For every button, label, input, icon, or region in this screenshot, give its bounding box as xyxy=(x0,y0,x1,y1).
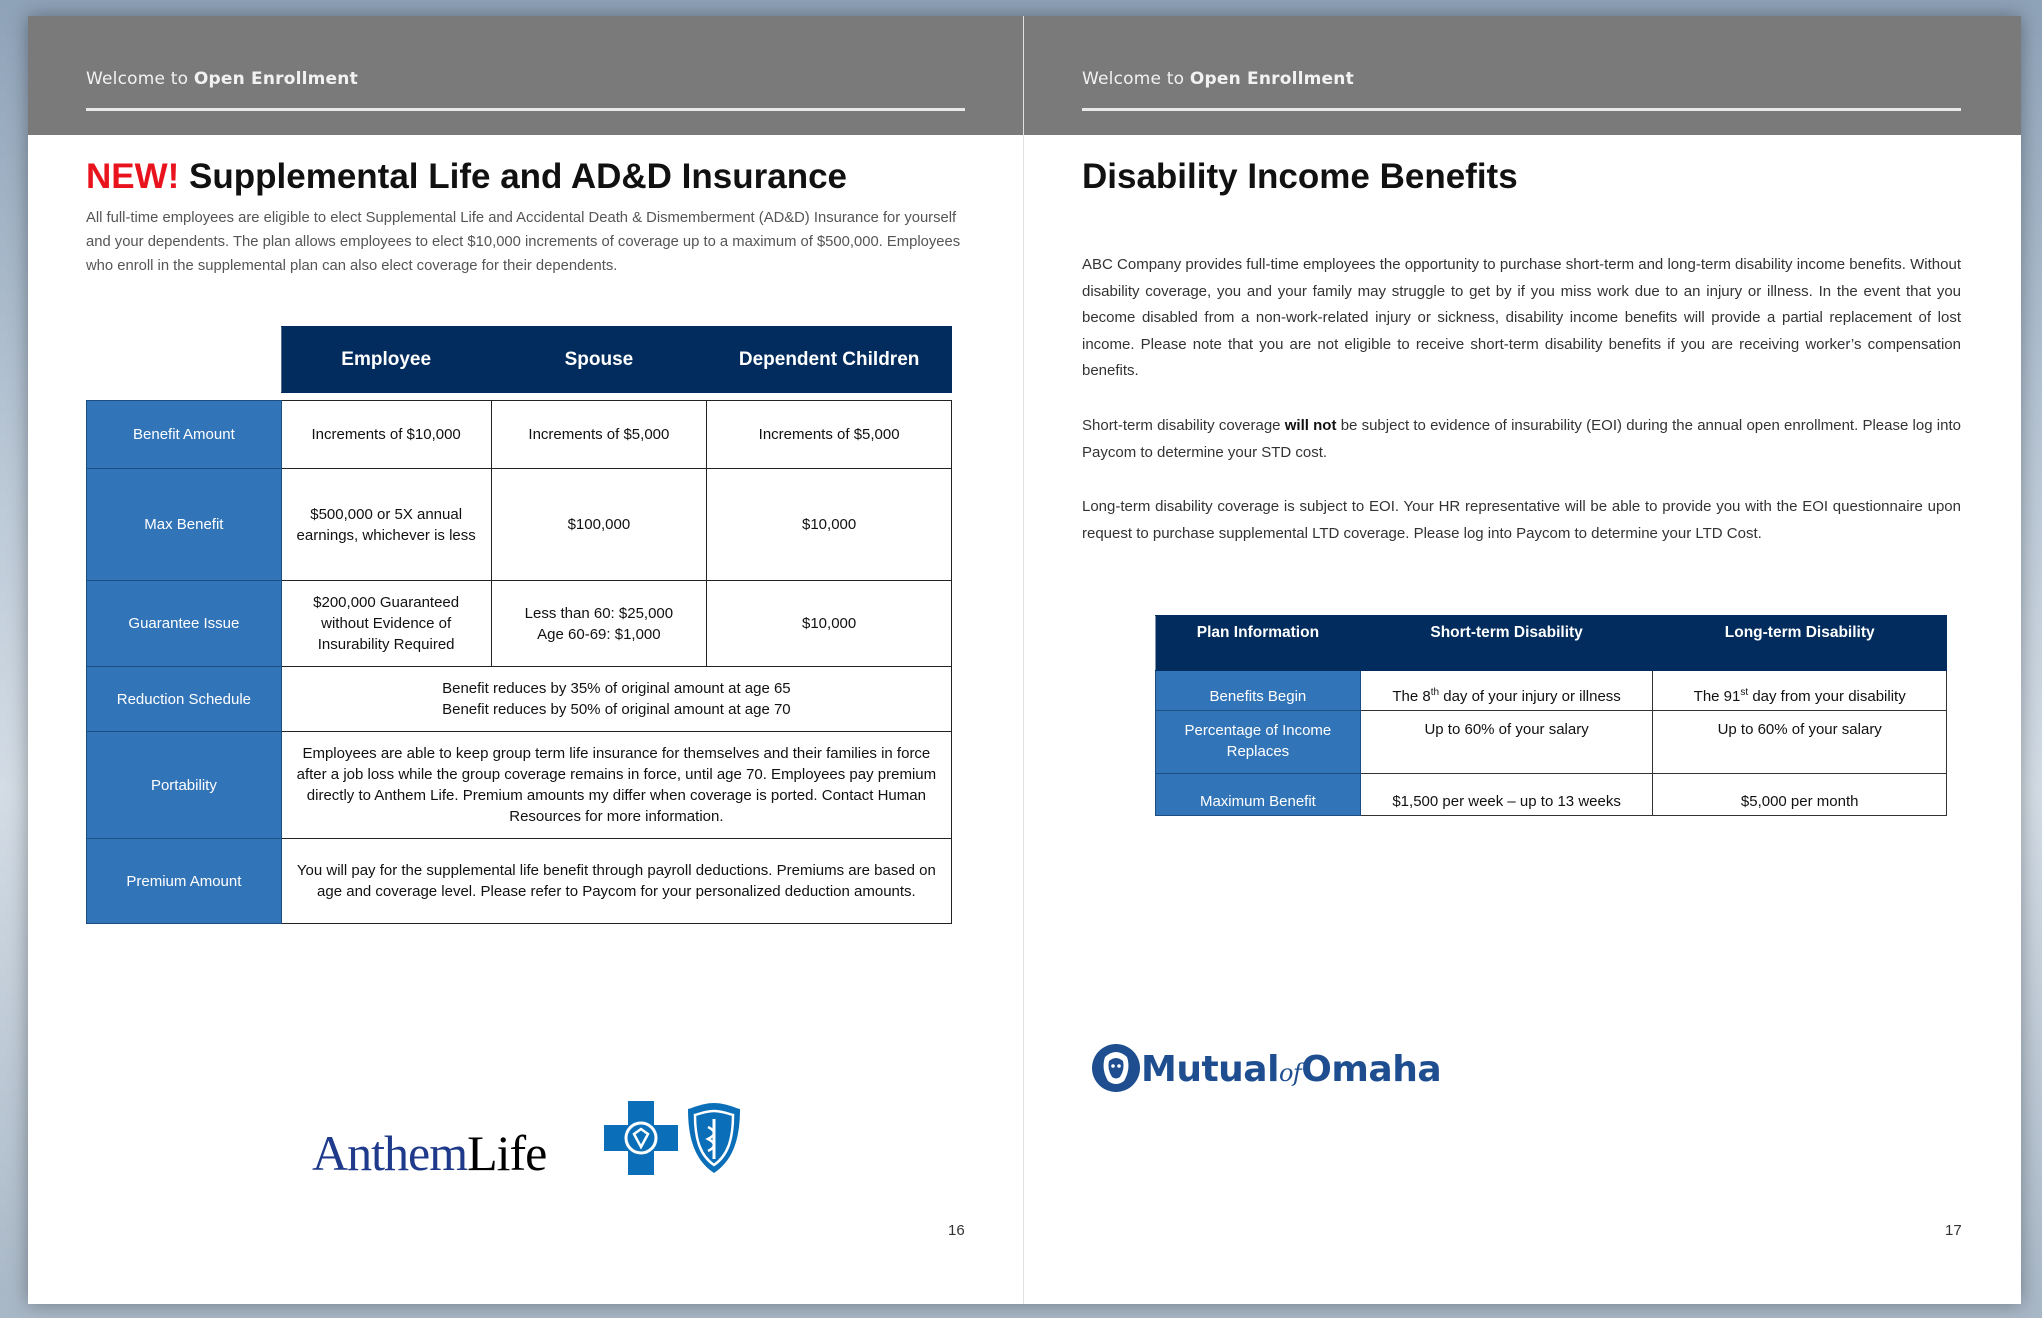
table-cell: $10,000 xyxy=(707,581,952,667)
anthem-life-logo: AnthemLife xyxy=(312,1125,547,1181)
header-text: Welcome to Open Enrollment xyxy=(1082,69,1354,89)
blue-shield-icon xyxy=(686,1101,742,1175)
table-cell: $100,000 xyxy=(491,469,707,581)
header-rule xyxy=(86,108,965,111)
row-label: Max Benefit xyxy=(87,469,282,581)
mutual-of-omaha-logo: MutualofOmaha xyxy=(1141,1049,1442,1090)
table-row xyxy=(87,401,952,469)
column-header-ltd: Long-term Disability xyxy=(1653,616,1947,671)
row-label: Premium Amount xyxy=(87,839,282,924)
column-header-employee: Employee xyxy=(281,327,491,393)
header-rule xyxy=(1082,108,1961,111)
new-label: NEW! xyxy=(86,157,180,196)
table-cell: $200,000 Guaranteed without Evidence of Insurability Required xyxy=(281,581,491,667)
table-cell: Less than 60: $25,000 Age 60-69: $1,000 xyxy=(491,581,707,667)
page-title: Disability Income Benefits xyxy=(1082,157,1518,196)
row-label: Benefits Begin xyxy=(1156,671,1361,711)
column-header-std: Short-term Disability xyxy=(1360,616,1653,671)
row-label: Guarantee Issue xyxy=(87,581,282,667)
table-cell: The 91st day from your disability xyxy=(1653,671,1947,711)
row-label: Maximum Benefit xyxy=(1156,774,1361,816)
brochure-spread xyxy=(28,16,2021,1304)
table-row xyxy=(87,839,952,924)
table-cell: Increments of $5,000 xyxy=(707,401,952,469)
table-cell: Increments of $10,000 xyxy=(281,401,491,469)
page-number: 16 xyxy=(948,1222,965,1239)
table-cell: $1,500 per week – up to 13 weeks xyxy=(1360,774,1653,816)
column-header-spouse: Spouse xyxy=(491,327,707,393)
paragraph-ltd: Long-term disability coverage is subject to EOI. Your HR representative will be able to provide you with the EOI questionnaire upon request to purchase supplemental LTD coverage. Please log into Paycom to determine your LTD Cost. xyxy=(1082,498,1961,542)
mutual-of-omaha-lion-icon xyxy=(1091,1035,1141,1101)
page-16 xyxy=(28,16,1024,1304)
row-label: Benefit Amount xyxy=(87,401,282,469)
row-label: Reduction Schedule xyxy=(87,667,282,732)
header-band xyxy=(1024,16,2021,135)
row-label: Portability xyxy=(87,732,282,839)
row-label: Percentage of Income Replaces xyxy=(1156,711,1361,774)
intro-paragraph: All full-time employees are eligible to elect Supplemental Life and Accidental Death & Dismemberment (AD&D) Insurance for yourself and your dependents. The plan allows employees to elect $10,000 increments of coverage up to a maximum of $500,000. Employees who enroll in the supplemental plan can also elect coverage for their dependents. xyxy=(86,210,961,274)
page-title: NEW! Supplemental Life and AD&D Insurance xyxy=(86,157,848,196)
header-text: Welcome to Open Enrollment xyxy=(86,69,358,89)
table-row xyxy=(87,732,952,839)
table-row xyxy=(87,581,952,667)
column-header-children: Dependent Children xyxy=(707,327,952,393)
disability-table xyxy=(1155,615,1947,816)
page-number: 17 xyxy=(1945,1222,1962,1239)
table-cell: Up to 60% of your salary xyxy=(1653,711,1947,774)
table-cell: Increments of $5,000 xyxy=(491,401,707,469)
blue-cross-icon xyxy=(604,1101,678,1175)
table-cell: The 8th day of your injury or illness xyxy=(1360,671,1653,711)
table-cell: $500,000 or 5X annual earnings, whichever is less xyxy=(281,469,491,581)
table-cell: You will pay for the supplemental life benefit through payroll deductions. Premiums are based on age and coverage level. Please refer to Paycom for your personalized deduction amounts. xyxy=(281,839,951,924)
table-row xyxy=(1156,711,1947,774)
table-row xyxy=(87,667,952,732)
table-cell: Up to 60% of your salary xyxy=(1360,711,1653,774)
table-cell: $5,000 per month xyxy=(1653,774,1947,816)
paragraph-std: Short-term disability coverage will not be subject to evidence of insurability (EOI) during the annual open enrollment. Please log into Paycom to determine your STD cost. xyxy=(1082,417,1961,461)
column-header-plan: Plan Information xyxy=(1156,616,1361,671)
table-row xyxy=(87,469,952,581)
table-cell: $10,000 xyxy=(707,469,952,581)
supplemental-life-table xyxy=(86,326,952,924)
table-cell: Employees are able to keep group term life insurance for themselves and their families in force after a job loss while the group coverage remains in force, until age 70. Employees pay premium directly to Anthem Life. Premium amounts my differ when coverage is ported. Contact Human Resources for more information. xyxy=(281,732,951,839)
table-cell: Benefit reduces by 35% of original amount at age 65 Benefit reduces by 50% of original amount at age 70 xyxy=(281,667,951,732)
table-row xyxy=(1156,671,1947,711)
paragraph-overview: ABC Company provides full-time employees the opportunity to purchase short-term and long-term disability income benefits. Without disability coverage, you and your family may struggle to get by if you miss work due to an injury or illness. In the event that you become disabled from a non-work-related injury or sickness, disability income benefits will provide a partial replacement of lost income. Please note that you are not eligible to receive short-term disability benefits if you are receiving worker’s compensation benefits. xyxy=(1082,256,1961,379)
header-band xyxy=(28,16,1023,135)
table-row xyxy=(1156,774,1947,816)
